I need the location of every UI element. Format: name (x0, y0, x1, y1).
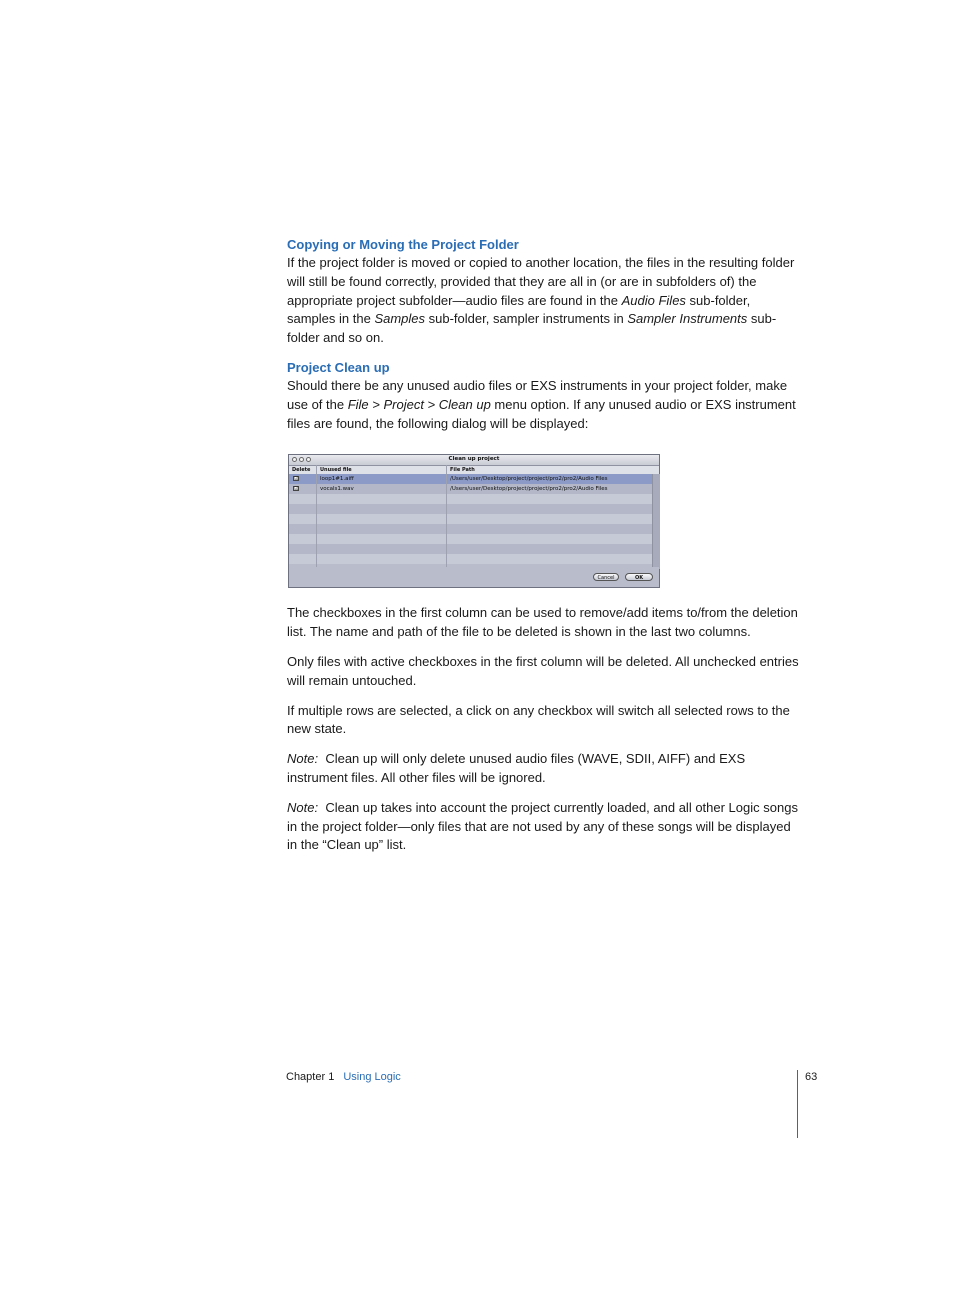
text-run: sub-folder, sampler instruments in (425, 311, 628, 327)
page-footer (286, 1071, 401, 1083)
italic-run: Audio Files (621, 292, 686, 308)
empty-row (289, 494, 652, 504)
paragraph-copying (287, 254, 799, 348)
italic-run: Sampler Instruments (627, 311, 748, 327)
text-run: sub-folder, samples in the (287, 292, 751, 327)
vertical-scrollbar[interactable] (652, 474, 660, 569)
note-label: Note: (287, 799, 319, 815)
note-2 (287, 799, 799, 855)
paragraph-checkboxes: The checkboxes in the first column can be used to remove/add items to/from the deletion list. The name and path of the file to be deleted is shown in the last two columns. (287, 605, 798, 640)
dialog-title: Clean up project (448, 456, 500, 462)
empty-row (289, 514, 652, 524)
paragraph-active: Only files with active checkboxes in the first column will be deleted. All unchecked entries will remain untouched. (287, 653, 799, 688)
text-run: Should there be any unused audio files or EXS instruments in your project folder, make use of the (287, 377, 788, 412)
chapter-label: Chapter 1 (286, 1071, 335, 1083)
note-text: Clean up will only delete unused audio files (WAVE, SDII, AIFF) and EXS instrument files. All other files will be ignored. (287, 751, 746, 785)
chapter-title: Using Logic (343, 1071, 401, 1083)
unused-file-name: vocals1.wav (320, 486, 354, 492)
ok-button[interactable]: OK (625, 573, 653, 581)
table-row[interactable] (289, 474, 652, 484)
file-path: /Users/user/Desktop/project/project/pro2/pro2/Audio Files (450, 476, 608, 482)
column-header-delete[interactable]: Delete (292, 467, 311, 473)
column-header-unused-file[interactable]: Unused file (320, 467, 352, 473)
section-heading-copying: Copying or Moving the Project Folder (287, 237, 519, 252)
empty-row (289, 504, 652, 514)
text-run: If the project folder is moved or copied to another location, the files in the resulting folder will still be found correctly, provided that they are all in (or are in subfolders of) the appropriate project subfolder—audio files are found in the (287, 255, 795, 308)
cancel-button[interactable]: Cancel (593, 573, 619, 581)
footer-rule (797, 1070, 798, 1138)
column-divider (316, 465, 317, 569)
note-1 (287, 750, 799, 788)
delete-checkbox[interactable]: ☑ (294, 486, 299, 492)
cleanup-dialog-screenshot (288, 454, 660, 588)
file-list (289, 474, 652, 569)
note-text: Clean up takes into account the project currently loaded, and all other Logic songs in the project folder—only files that are not used by any of these songs will be displayed in the “Clean up” list. (287, 799, 798, 853)
table-row[interactable] (289, 484, 652, 494)
empty-row (289, 544, 652, 554)
text-run: sub-folder and so on. (287, 311, 777, 346)
text-run: menu option. If any unused audio or EXS instrument files are found, the following dialog will be displayed: (287, 396, 796, 431)
dialog-footer (289, 567, 659, 587)
page-number: 63 (805, 1071, 818, 1083)
paragraph-cleanup (287, 377, 799, 433)
delete-checkbox[interactable]: ☑ (294, 476, 299, 482)
section-heading-cleanup: Project Clean up (287, 359, 390, 375)
column-divider (446, 465, 447, 569)
italic-run: File > Project > Clean up (347, 396, 491, 412)
note-label: Note: (287, 751, 319, 767)
dialog-titlebar (289, 455, 659, 466)
empty-row (289, 534, 652, 544)
paragraph-multiple: If multiple rows are selected, a click on any checkbox will switch all selected rows to the new state. (287, 702, 790, 737)
unused-file-name: loop1#1.aiff (320, 476, 354, 482)
column-header-file-path[interactable]: File Path (450, 467, 475, 473)
empty-row (289, 554, 652, 564)
file-path: /Users/user/Desktop/project/project/pro2/pro2/Audio Files (450, 486, 608, 492)
empty-row (289, 524, 652, 534)
italic-run: Samples (374, 311, 426, 327)
